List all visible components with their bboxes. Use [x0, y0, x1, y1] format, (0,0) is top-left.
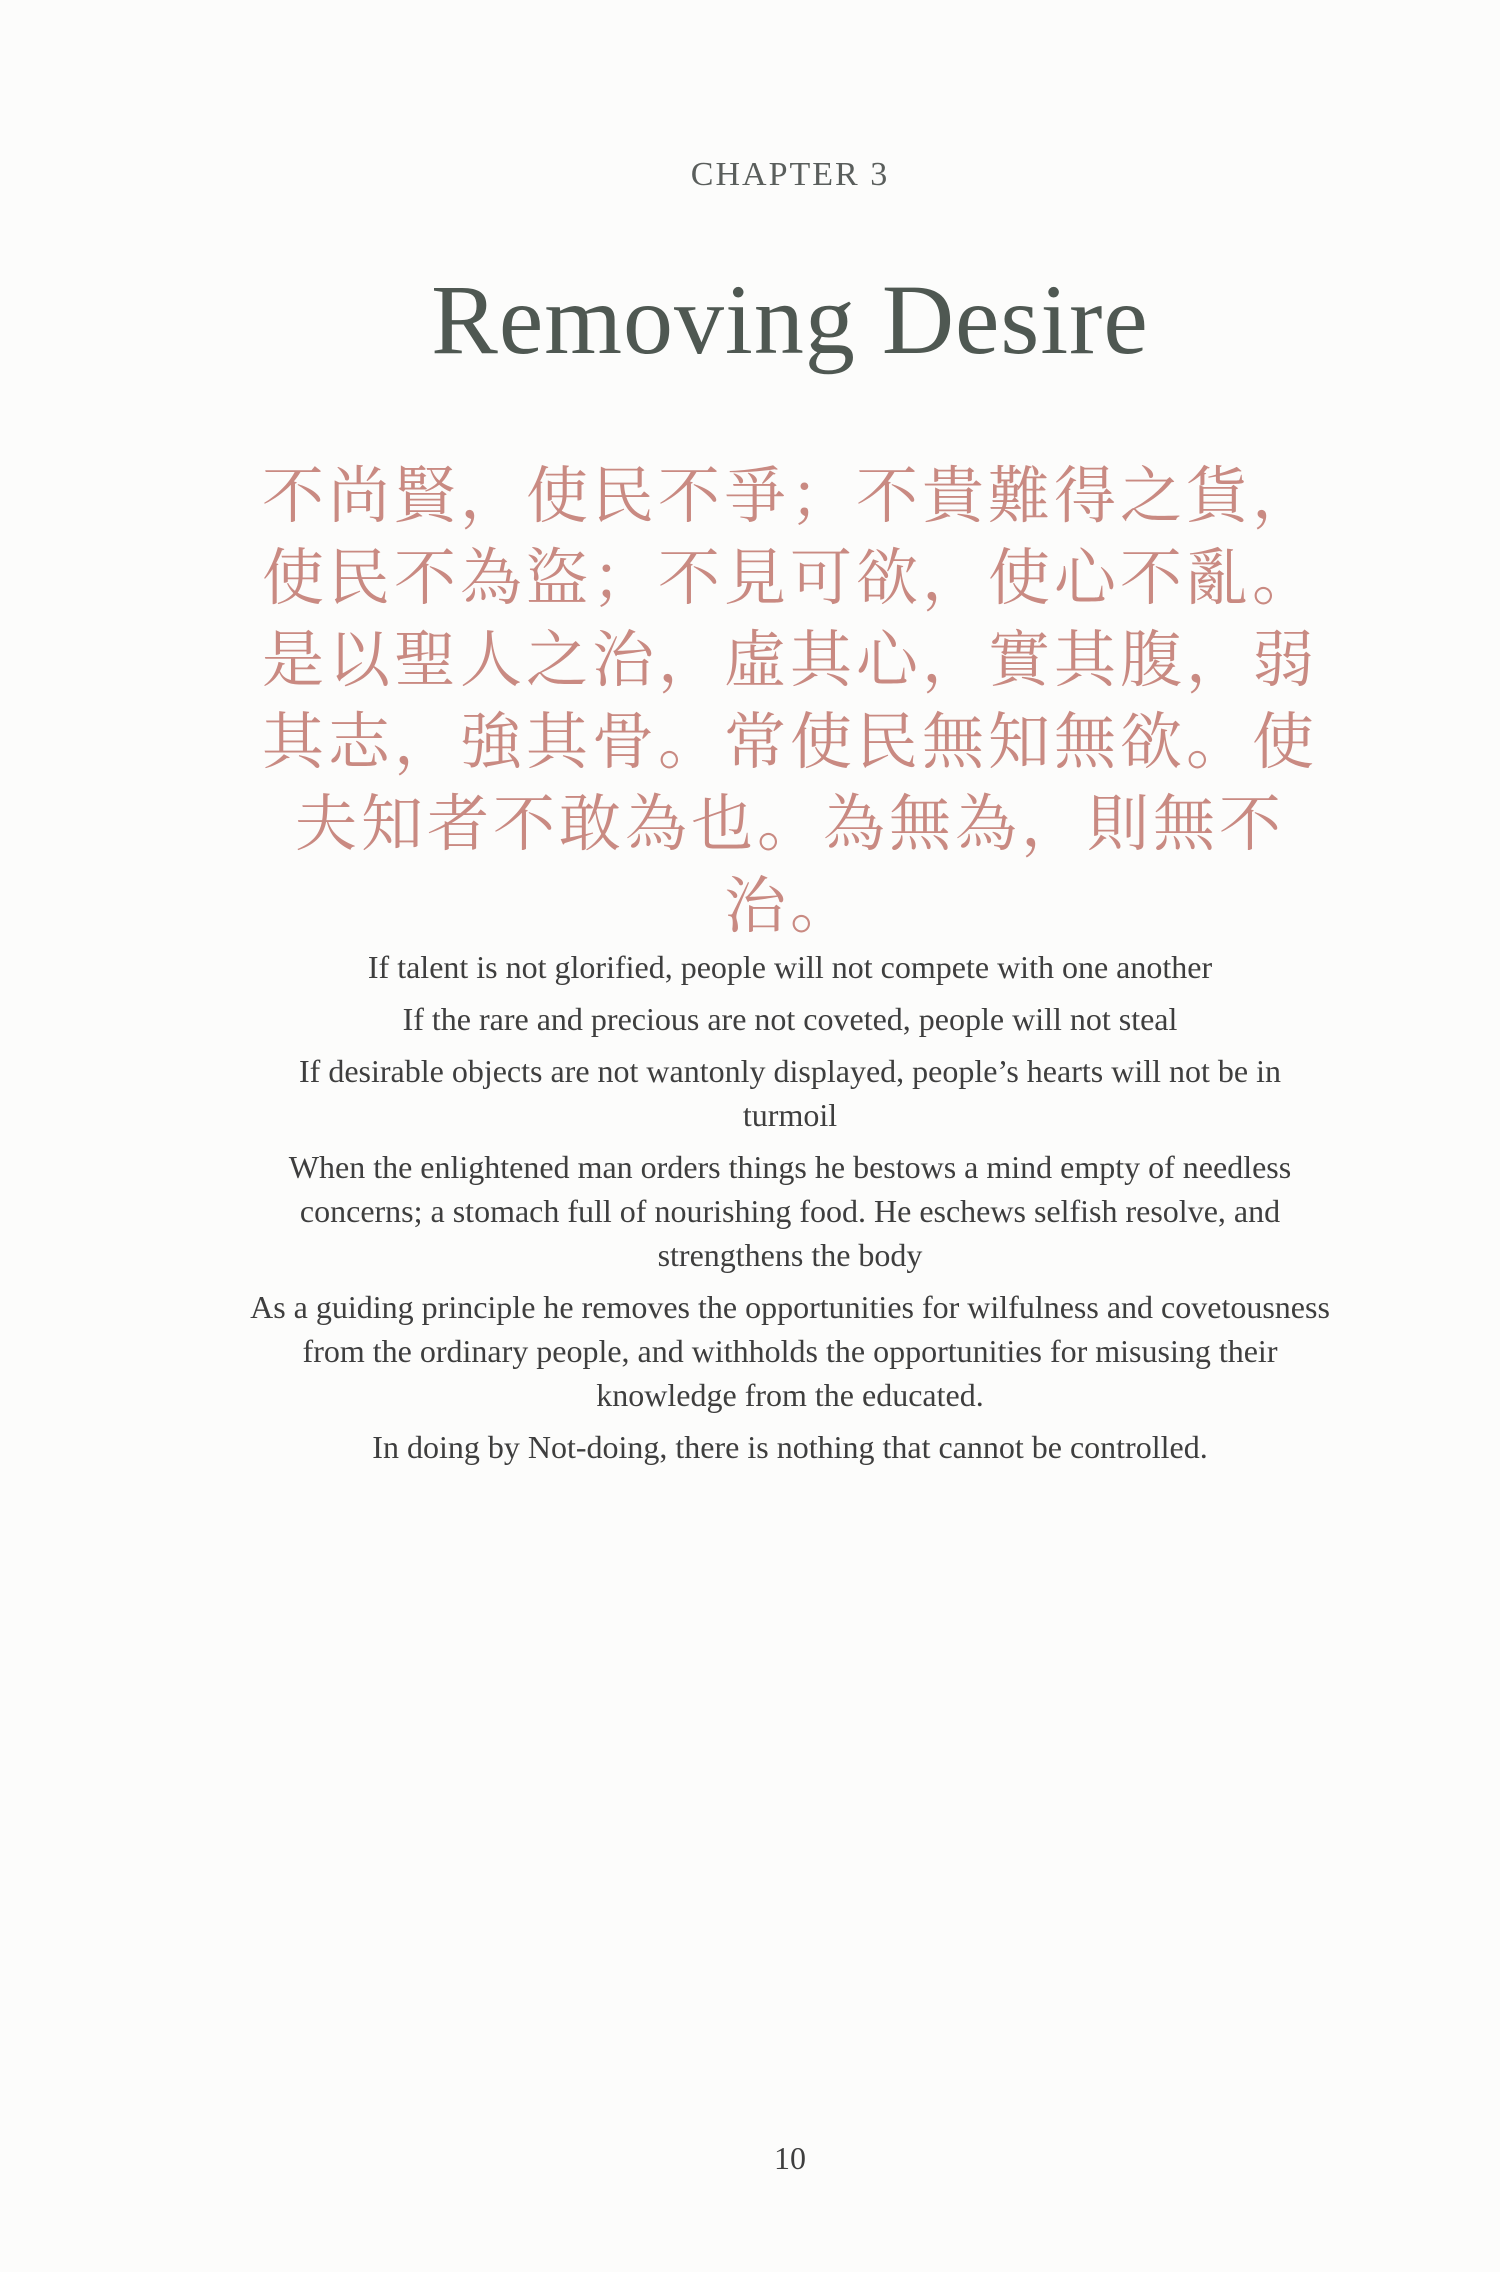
chinese-passage: 不尚賢，使民不爭；不貴難得之貨，使民不為盜；不見可欲，使心不亂。是以聖人之治，虛其心，實其腹，弱其志，強其骨。常使民無知無欲。使夫知者不敢為也。為無為，則無不治。 [261, 459, 1318, 942]
page-number: 10 [774, 2140, 806, 2176]
translation-line: If talent is not glorified, people will not compete with one another [367, 949, 1213, 985]
translation-line: If desirable objects are not wantonly displayed, people’s hearts will not be in turmoil [299, 1053, 1281, 1133]
translation-line: When the enlightened man orders things he bestows a mind empty of needless concerns; a stomach full of nourishing food. He eschews selfish resolve, and strengthens the body [288, 1149, 1292, 1273]
english-translation [250, 945, 1330, 1477]
chapter-label: CHAPTER 3 [690, 156, 890, 193]
translation-line: In doing by Not-doing, there is nothing that cannot be controlled. [372, 1429, 1208, 1465]
translation-line: If the rare and precious are not coveted, people will not steal [402, 1001, 1178, 1037]
page-title: Removing Desire [431, 264, 1149, 375]
translation-line: As a guiding principle he removes the opportunities for wilfulness and covetousness from the ordinary people, and withholds the opportunities for misusing their knowledge from the educated. [250, 1289, 1330, 1413]
